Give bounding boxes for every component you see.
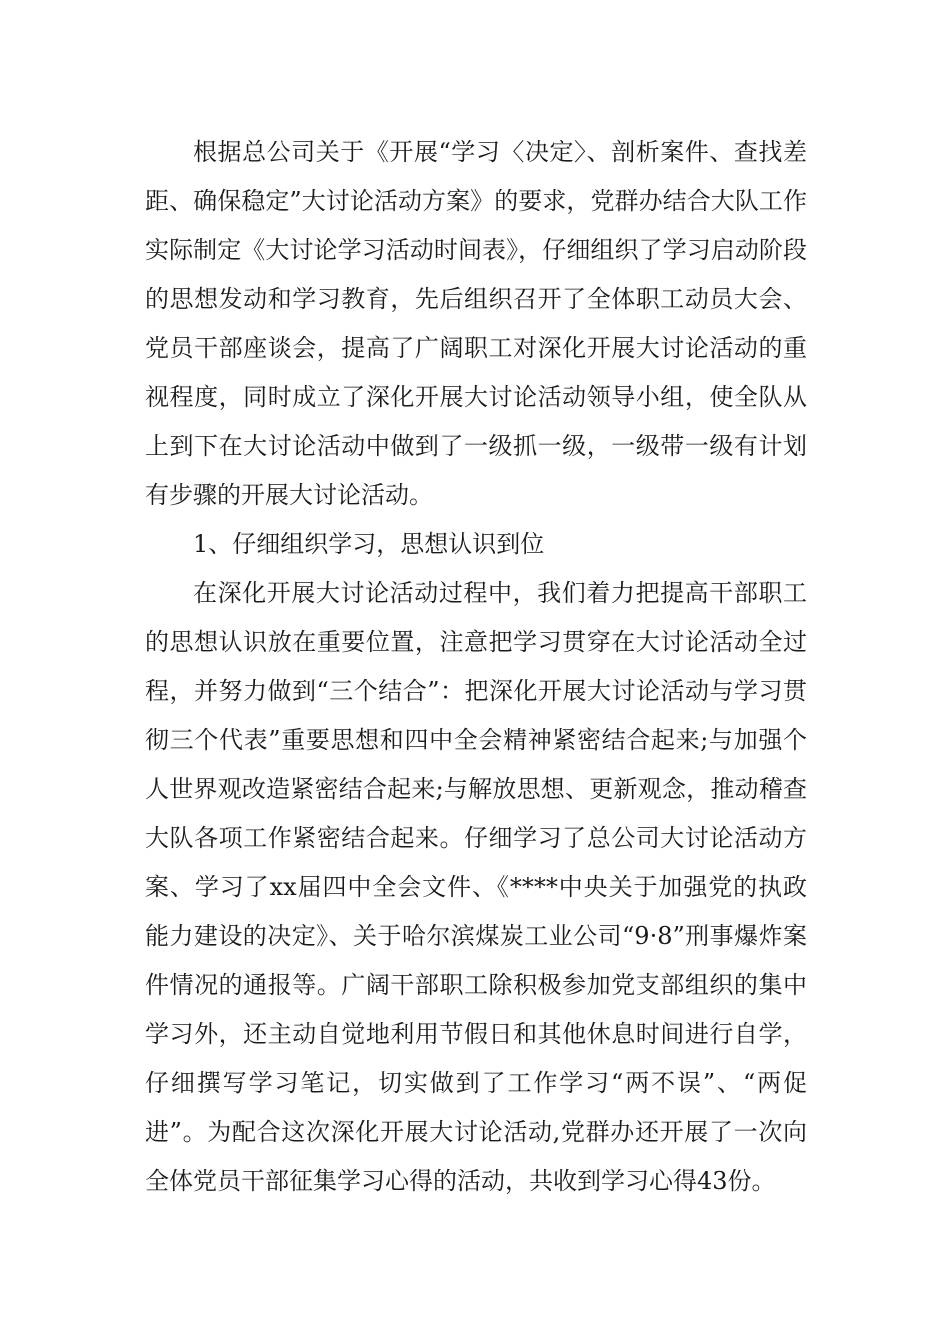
paragraph-intro: 根据总公司关于《开展“学习〈决定〉、剖析案件、查找差距、确保稳定”大讨论活动方案》的要求，党群办结合大队工作实际制定《大讨论学习活动时间表》，仔细组织了学习启动阶段的思想发动和学习教育，先后组织召开了全体职工动员大会、党员干部座谈会，提高了广阔职工对深化开展大讨论活动的重视程度，同时成立了深化开展大讨论活动领导小组，使全队从上到下在大讨论活动中做到了一级抓一级，一级带一级有计划有步骤的开展大讨论活动。 (145, 138, 807, 509)
section-heading: 1、仔细组织学习，思想认识到位 (193, 530, 545, 558)
document-body (145, 128, 807, 1206)
paragraph-study: 在深化开展大讨论活动过程中，我们着力把提高干部职工的思想认识放在重要位置，注意把学习贯穿在大讨论活动全过程，并努力做到“三个结合”：把深化开展大讨论活动与学习贯彻三个代表”重要思想和四中全会精神紧密结合起来;与加强个人世界观改造紧密结合起来;与解放思想、更新观念，推动稽查大队各项工作紧密结合起来。仔细学习了总公司大讨论活动方案、学习了xx届四中全会文件、《****中央关于加强党的执政能力建设的决定》、关于哈尔滨煤炭工业公司“9·8”刑事爆炸案件情况的通报等。广阔干部职工除积极参加党支部组织的集中学习外，还主动自觉地利用节假日和其他休息时间进行自学，仔细撰写学习笔记，切实做到了工作学习“两不误”、“两促进”。为配合这次深化开展大讨论活动,党群办还开展了一次向全体党员干部征集学习心得的活动，共收到学习心得43份。 (145, 579, 807, 1195)
